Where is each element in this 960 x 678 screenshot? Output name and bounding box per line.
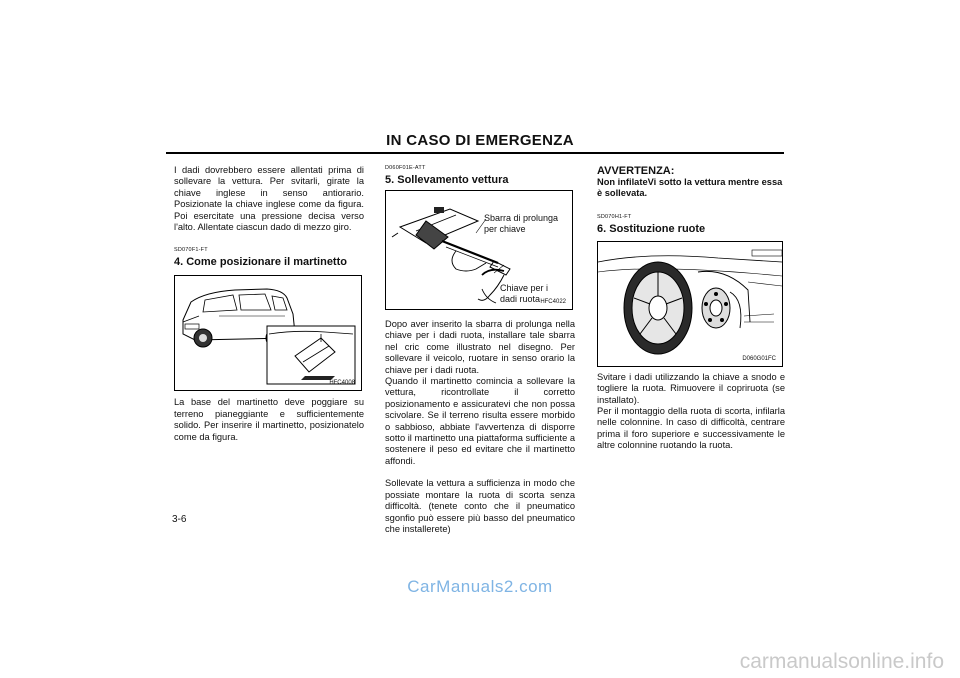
warning-title: AVVERTENZA: [597,165,675,177]
section-title-wheel-change: 6. Sostituzione ruote [597,222,706,235]
page-number: 3-6 [172,514,187,525]
wheel-hub-illustration [598,242,782,366]
page-header-title: IN CASO DI EMERGENZA [386,132,574,149]
figure-code: HFC4008 [329,380,355,387]
carmanuals-watermark[interactable]: CarManuals2.com [407,577,553,596]
column-middle [385,165,575,535]
figure-wheel-change [597,241,783,367]
column-left [174,165,364,443]
wheel-change-text: Svitare i dadi utilizzando la chiave a snodo e togliere la ruota. Rimuovere il copriruota (se installato). Per il montaggio della ruota di scorta, infilarla nelle colonnine. In caso di difficoltà, centrare prima il foro superiore e successivamente le altre colonnine ruotando la ruota. [597,371,785,451]
column-right [597,165,785,452]
section-title-lifting: 5. Sollevamento vettura [385,174,509,186]
section-title-jack-position: 4. Come posizionare il martinetto [174,256,347,269]
figure-jack-lifting [385,190,573,310]
section-code: SD070H1-FT [597,213,632,220]
lifting-text-1: Dopo aver inserito la sbarra di prolunga nella chiave per i dadi ruota, installare tale sbarra nel cric come illustrato nel disegno. Per sollevare il veicolo, ruotare in senso orario la chiave per i dadi ruota. Quando il martinetto comincia a sollevare la vettura, ricontrollate il corretto posizionamento e assicuratevi che non possa scivolare. Se il terreno risulta essere morbido o sabbioso, abbiate l'avvertenza di disporre sotto il martinetto una piattaforma sufficiente a sostenere il peso ed evitare che il martinetto affondi. [385,319,576,466]
car-jack-illustration [175,276,361,390]
label-wheel-wrench: Chiave per i dadi ruota [500,283,549,304]
header-rule [166,152,784,154]
figure-jack-position [174,275,362,391]
figure-code: D060G01FC [742,355,776,362]
intro-paragraph: I dadi dovrebbero essere allentati prima di sollevare la vettura. Per svitarli, girate la chiave inglese in senso antiorario. Posizionate la chiave inglese come da figura. Poi esercitate una pressione decisa verso l'alto. Allentate ciascun dado di mezzo giro. [174,165,364,233]
label-extension-bar: Sbarra di prolunga per chiave [484,213,559,234]
section-code: D060F01E-ATT [385,165,426,171]
section-code: SD070F1-FT [174,247,208,254]
footer-watermark: carmanualsonline.info [739,650,944,673]
lifting-text-2: Sollevate la vettura a sufficienza in modo che possiate montare la ruota di scorta senza difficoltà. (tenete conto che il pneumatico sgonfio può essere più basso del pneumatico che installerete) [385,478,575,534]
warning-text: Non infilateVi sotto la vettura mentre essa è sollevata. [597,177,783,199]
jack-position-text: La base del martinetto deve poggiare su terreno pianeggiante e sufficientemente solido. Per inserire il martinetto, posizionatelo come da figura. [174,397,364,442]
figure-code: HFC4022 [540,299,566,305]
